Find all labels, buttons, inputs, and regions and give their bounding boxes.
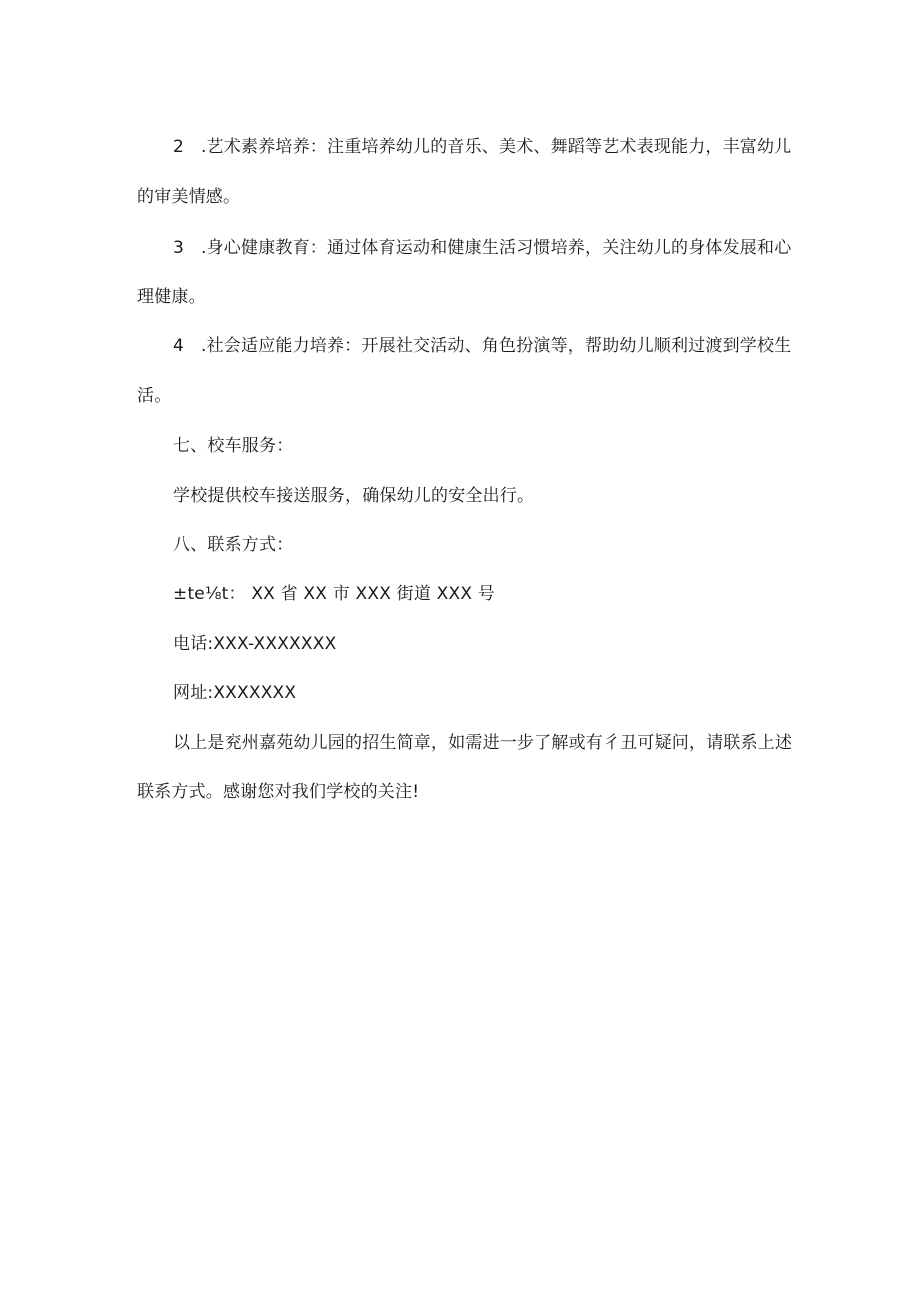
contact-website: 网址:XXXXXXX [173,683,297,703]
item-2-text: .艺术素养培养：注重培养幼儿的音乐、美术、舞蹈等艺术表现能力，丰富幼儿 [201,137,792,157]
item-3-line1 [173,236,791,260]
contact-phone: 电话:XXX-XXXXXXX [173,634,337,654]
contact-address: ±te⅛t： XX 省 XX 市 XXX 街道 XXX 号 [173,584,496,604]
item-3-number: 3 [173,238,185,258]
item-4-number: 4 [173,336,185,356]
closing-line2: 联系方式。感谢您对我们学校的关注! [137,782,420,802]
item-4-text: .社会适应能力培养：开展社交活动、角色扮演等，帮助幼儿顺利过渡到学校生 [201,336,792,356]
item-4-line1 [173,334,791,358]
item-2-line1 [173,135,791,159]
section-8-heading: 八、联系方式： [173,535,294,555]
item-3-line2: 理健康。 [137,287,206,307]
item-3-text: .身心健康教育：通过体育运动和健康生活习惯培养，关注幼儿的身体发展和心 [201,238,792,258]
item-2-number: 2 [173,137,185,157]
item-2-line2: 的审美情感。 [137,187,241,207]
section-7-heading: 七、校车服务： [173,436,294,456]
closing-line1: 以上是兖州嘉苑幼儿园的招生简章，如需进一步了解或有彳丑可疑问，请联系上述 [173,733,793,753]
section-7-body: 学校提供校车接送服务，确保幼儿的安全出行。 [173,486,535,506]
item-4-line2: 活。 [137,386,172,406]
